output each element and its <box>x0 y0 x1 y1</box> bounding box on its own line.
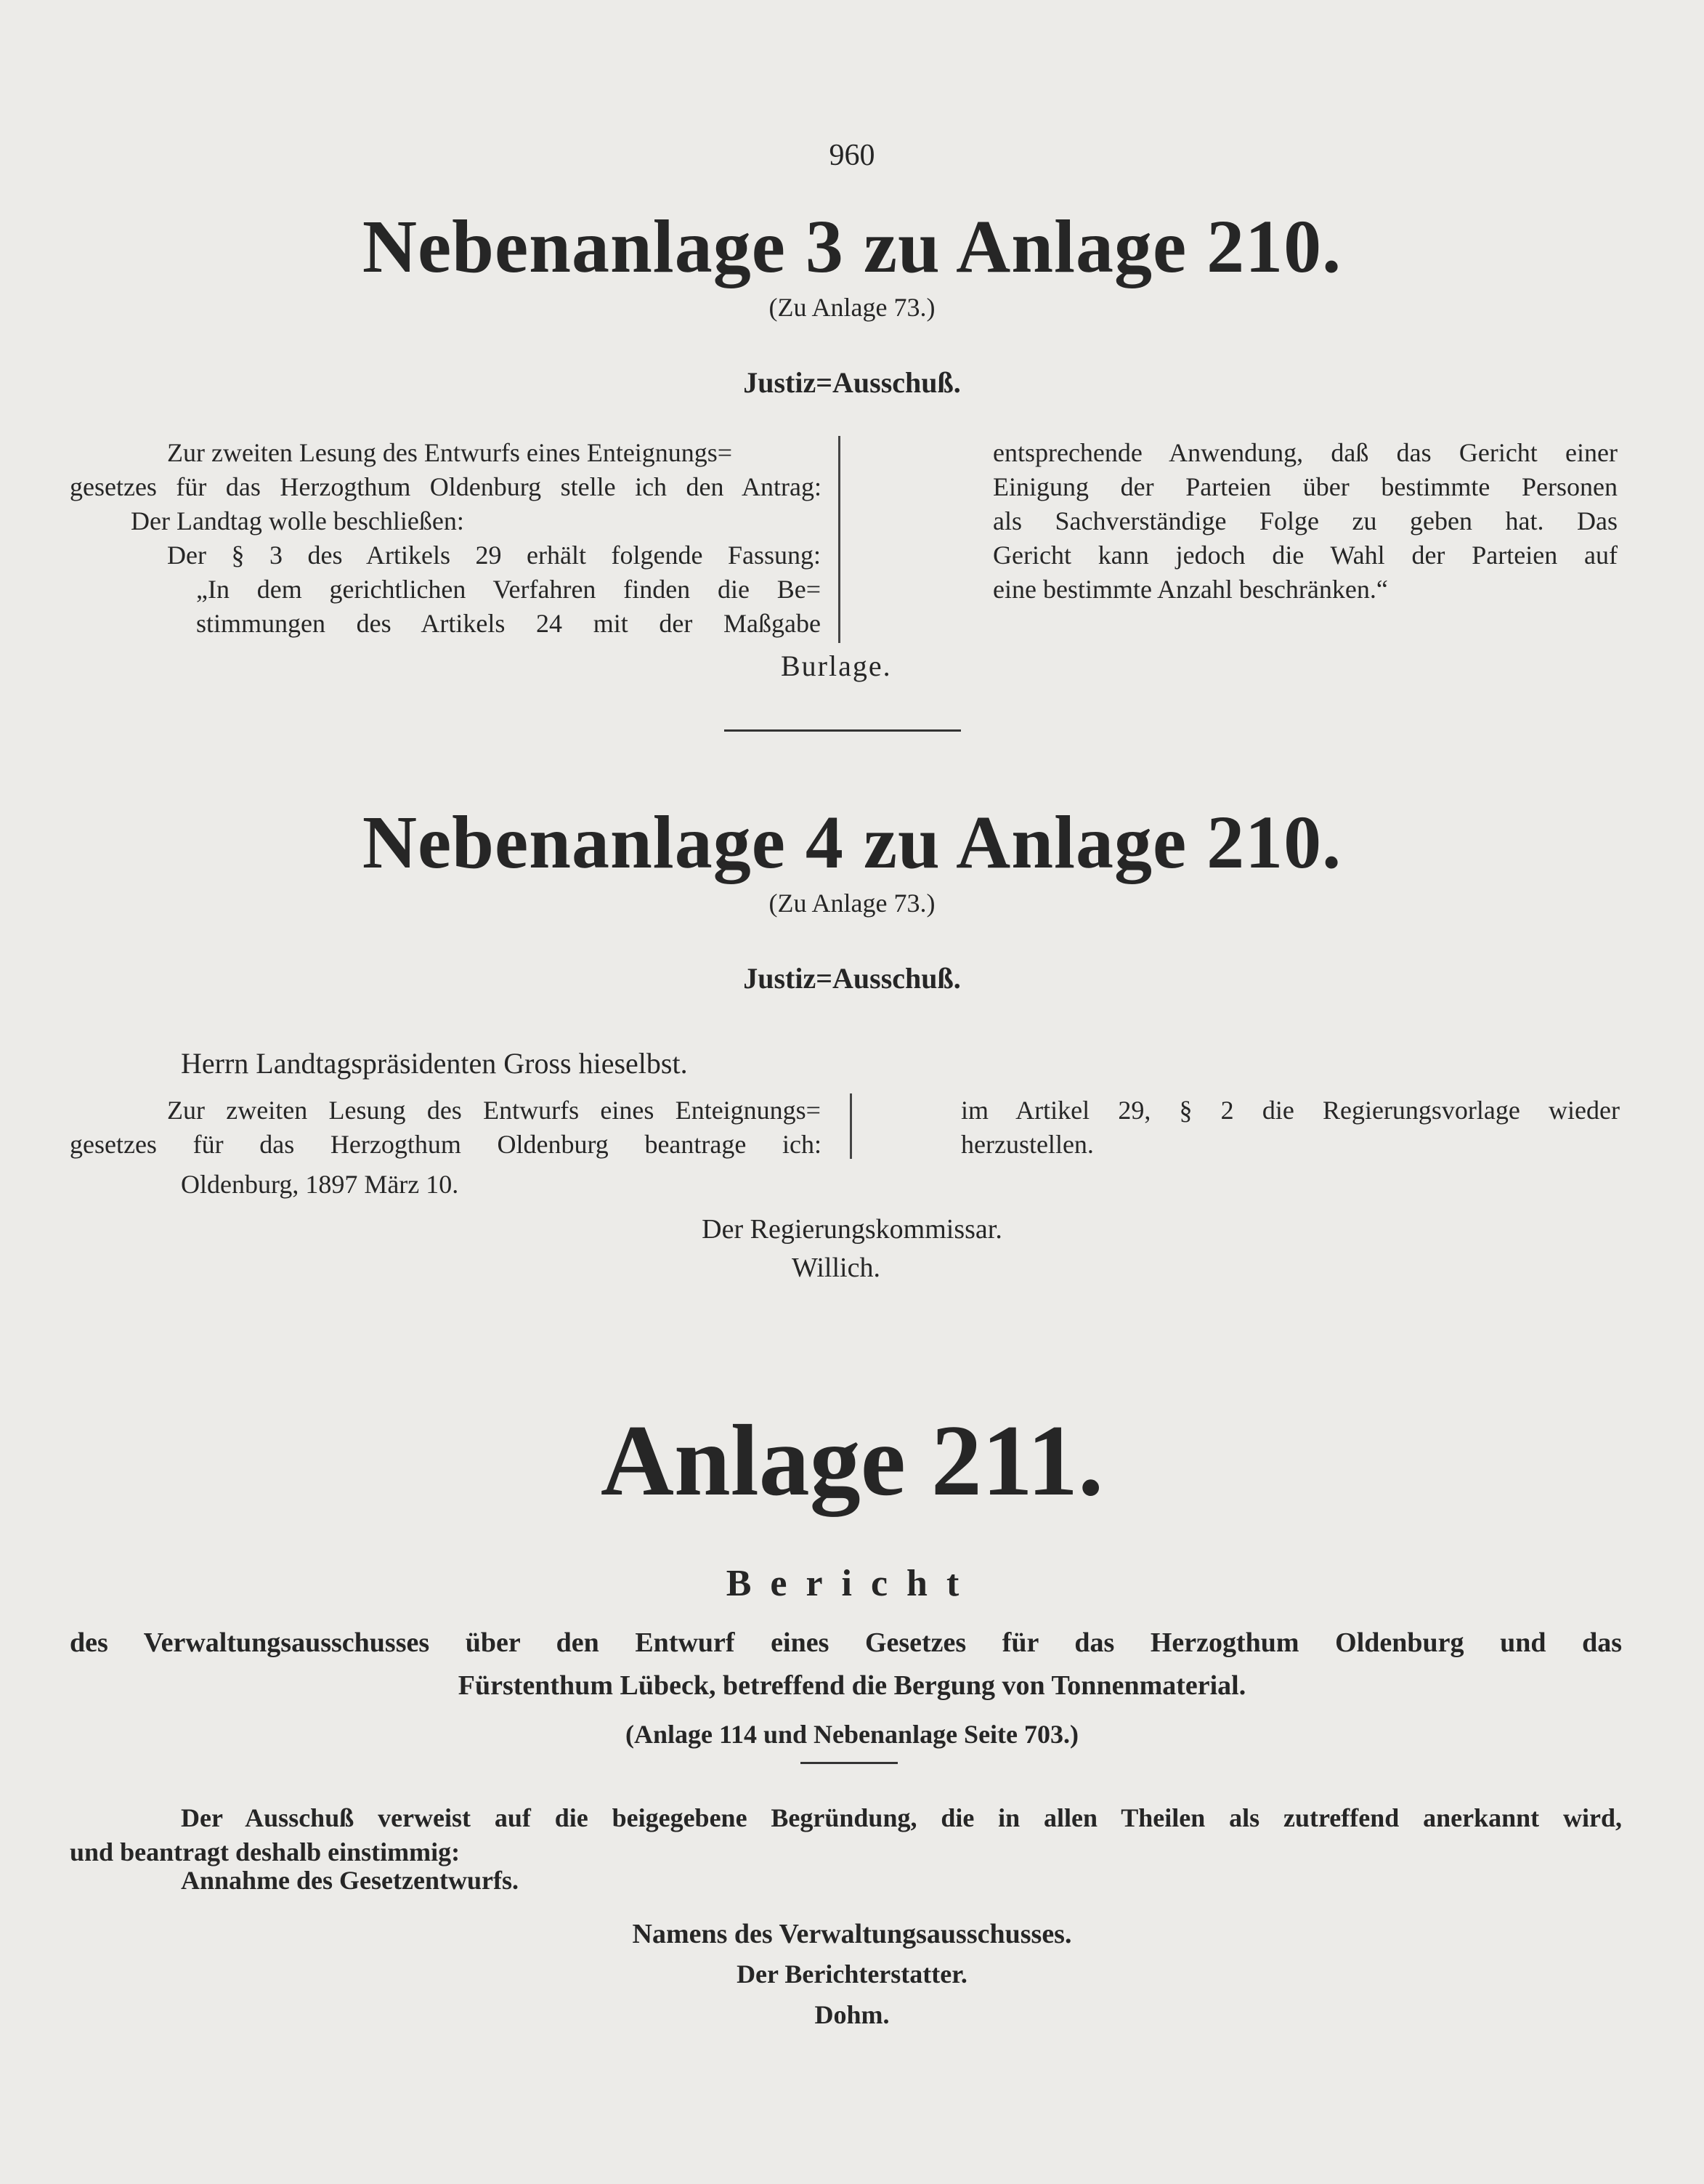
text-line: Der Landtag wolle beschließen: <box>131 506 464 535</box>
signature: Dohm. <box>814 2000 890 2029</box>
closing: Namens des Verwaltungsausschusses. <box>632 1919 1072 1949</box>
text-line: als Sachverständige Folge zu geben hat. Das <box>993 506 1618 535</box>
signatory-title: Der Regierungskommissar. <box>702 1214 1002 1245</box>
committee-heading: Justiz=Ausschuß. <box>743 962 961 995</box>
text-line: und beantragt deshalb einstimmig: <box>70 1837 461 1866</box>
page-number: 960 <box>829 139 875 172</box>
subtitle-line: des Verwaltungsausschusses über den Entwurf eines Gesetzes für das Herzogthum Oldenburg und das <box>70 1627 1622 1658</box>
subtitle-line: Fürstenthum Lübeck, betreffend die Bergung von Tonnenmaterial. <box>458 1670 1246 1701</box>
text-line: Der Ausschuß verweist auf die beigegebene Begründung, die in allen Theilen als zutreffend anerkannt wird, <box>181 1803 1622 1832</box>
section-title: Nebenanlage 3 zu Anlage 210. <box>362 205 1342 288</box>
text-line: Einigung der Parteien über bestimmte Personen <box>993 472 1618 501</box>
text-line: gesetzes für das Herzogthum Oldenburg beantrage ich: <box>70 1130 821 1159</box>
text-line: Der § 3 des Artikels 29 erhält folgende Fassung: <box>167 541 821 570</box>
addressee: Herrn Landtagspräsidenten Gross hieselbst. <box>181 1047 688 1080</box>
signatory-title: Der Berichterstatter. <box>737 1959 967 1989</box>
column-divider <box>850 1093 852 1159</box>
motion: Annahme des Gesetzentwurfs. <box>181 1866 519 1895</box>
text-line: Zur zweiten Lesung des Entwurfs eines Enteignungs= <box>167 438 733 467</box>
report-heading: Bericht <box>726 1563 978 1604</box>
text-line: gesetzes für das Herzogthum Oldenburg stelle ich den Antrag: <box>70 472 821 501</box>
committee-heading: Justiz=Ausschuß. <box>743 366 961 399</box>
section-divider <box>800 1762 898 1764</box>
section-reference: (Zu Anlage 73.) <box>768 293 936 322</box>
text-line: „In dem gerichtlichen Verfahren finden die Be= <box>196 575 821 604</box>
text-line: stimmungen des Artikels 24 mit der Maßgabe <box>196 609 821 638</box>
signature: Burlage. <box>781 650 892 682</box>
text-line: eine bestimmte Anzahl beschränken.“ <box>993 575 1388 604</box>
text-line: entsprechende Anwendung, daß das Gericht einer <box>993 438 1618 467</box>
section-title: Nebenanlage 4 zu Anlage 210. <box>362 801 1342 884</box>
signature: Willich. <box>792 1253 880 1283</box>
text-line: Zur zweiten Lesung des Entwurfs eines Enteignungs= <box>167 1096 821 1125</box>
text-line: Gericht kann jedoch die Wahl der Parteien auf <box>993 541 1618 570</box>
text-line: im Artikel 29, § 2 die Regierungsvorlage wieder <box>961 1096 1620 1125</box>
section-divider <box>724 729 961 732</box>
section-reference: (Zu Anlage 73.) <box>768 889 936 918</box>
section-title: Anlage 211. <box>600 1404 1104 1517</box>
column-divider <box>838 436 840 643</box>
place-date: Oldenburg, 1897 März 10. <box>181 1170 459 1199</box>
text-line: herzustellen. <box>961 1130 1094 1159</box>
report-reference: (Anlage 114 und Nebenanlage Seite 703.) <box>625 1720 1079 1749</box>
